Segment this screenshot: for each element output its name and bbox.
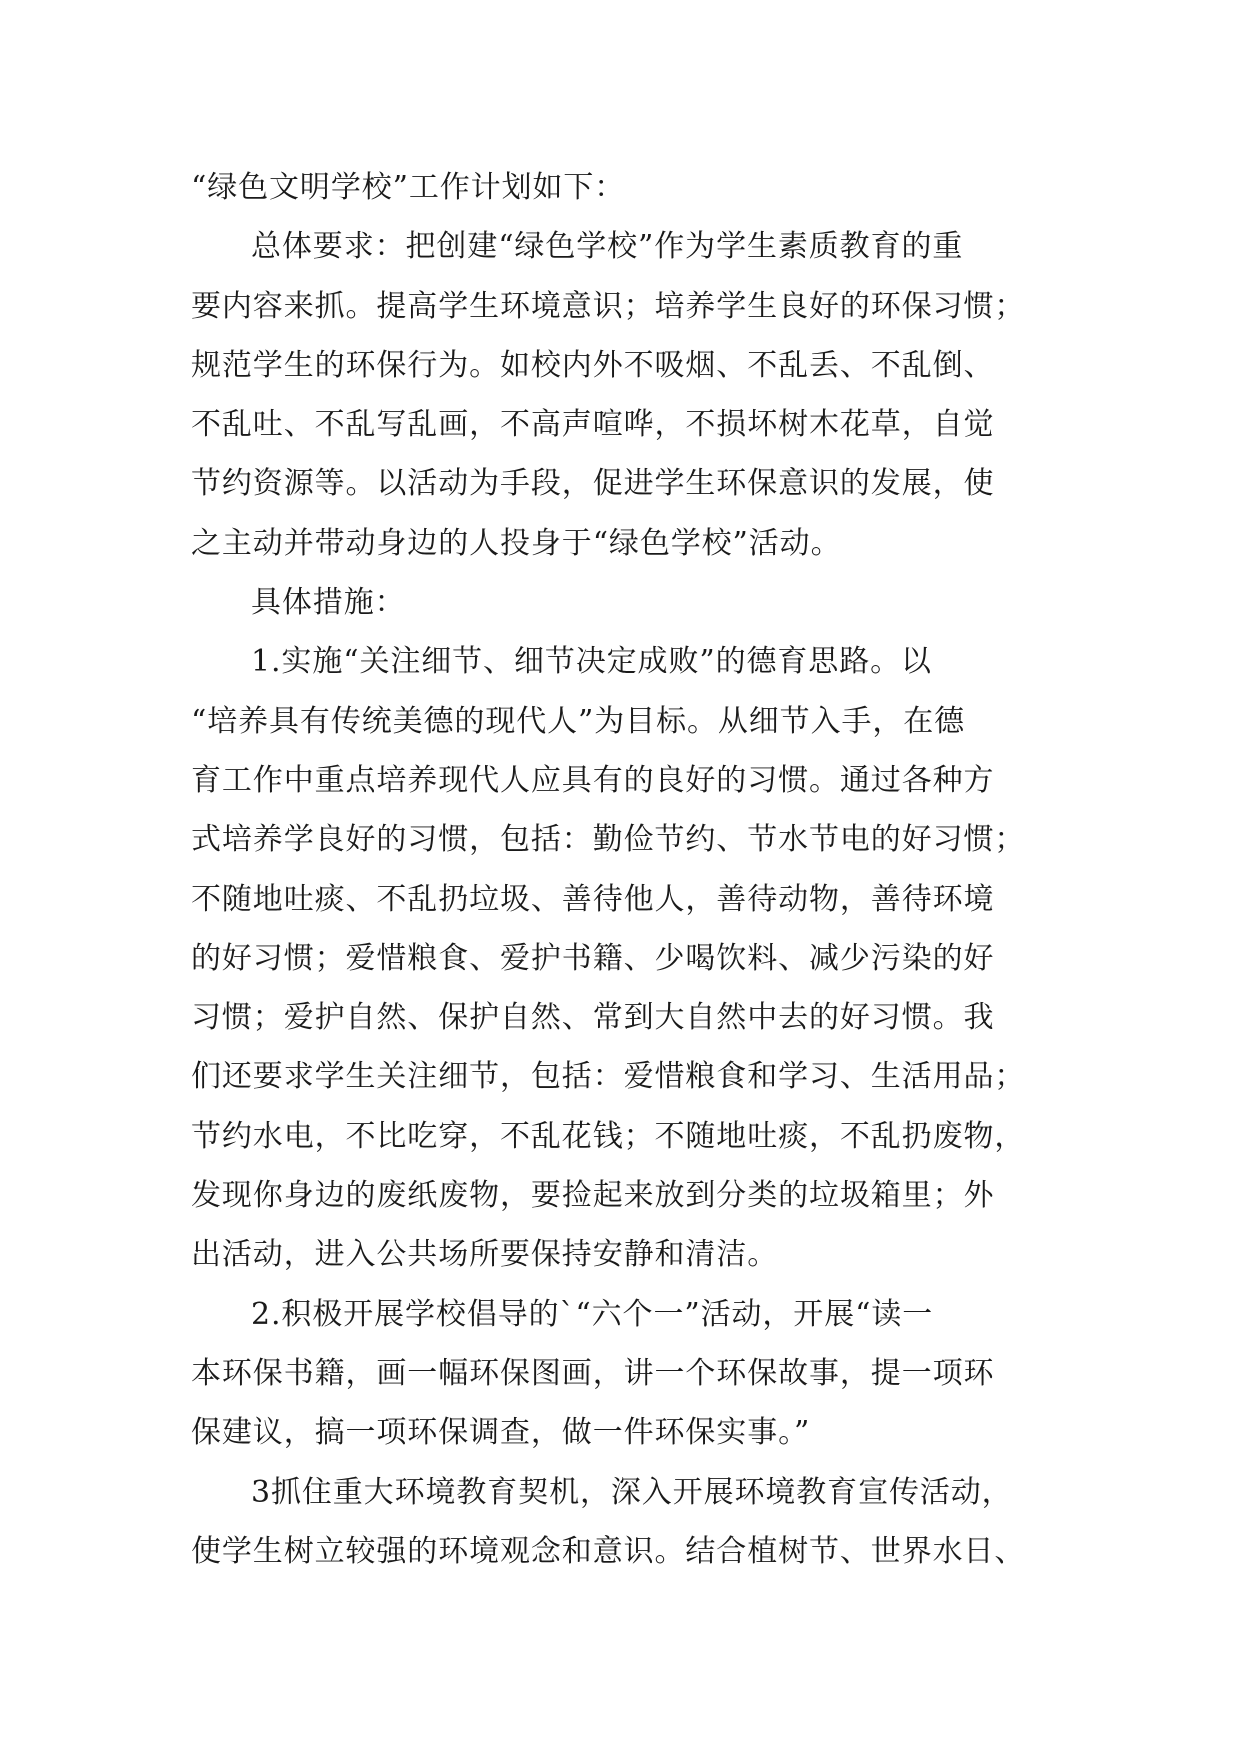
paragraph-line: “培养具有传统美德的现代人”为目标。从细节入手，在德 <box>191 703 966 739</box>
paragraph-line: 式培养学良好的习惯，包括：勤俭节约、节水节电的好习惯； <box>191 822 1026 858</box>
paragraph-line: 习惯；爱护自然、保护自然、常到大自然中去的好习惯。我 <box>191 1000 995 1036</box>
paragraph-line: 的好习惯；爱惜粮食、爱护书籍、少喝饮料、减少污染的好 <box>191 940 995 976</box>
paragraph-line: 使学生树立较强的环境观念和意识。结合植树节、世界水日、 <box>191 1533 1026 1569</box>
paragraph-line: 要内容来抓。提高学生环境意识；培养学生良好的环保习惯； <box>191 288 1026 324</box>
paragraph-line: “绿色文明学校”工作计划如下： <box>191 170 626 205</box>
paragraph-line: 出活动，进入公共场所要保持安静和清洁。 <box>191 1237 779 1273</box>
paragraph-line: 之主动并带动身边的人投身于“绿色学校”活动。 <box>191 525 842 561</box>
paragraph-line: 们还要求学生关注细节，包括：爱惜粮食和学习、生活用品； <box>191 1059 1026 1095</box>
paragraph-line: 发现你身边的废纸废物，要捡起来放到分类的垃圾箱里；外 <box>191 1178 995 1214</box>
paragraph-line: 本环保书籍，画一幅环保图画，讲一个环保故事，提一项环 <box>191 1355 995 1391</box>
paragraph-line: 节约资源等。以活动为手段，促进学生环保意识的发展，使 <box>191 466 995 502</box>
paragraph-line: 保建议，搞一项环保调查，做一件环保实事。” <box>191 1415 811 1451</box>
paragraph-line: 1.实施“关注细节、细节决定成败”的德育思路。以 <box>251 644 932 680</box>
document-body <box>191 158 1071 1581</box>
paragraph-line: 规范学生的环保行为。如校内外不吸烟、不乱丢、不乱倒、 <box>191 347 995 383</box>
paragraph-line: 3抓住重大环境教育契机，深入开展环境教育宣传活动， <box>251 1474 1013 1510</box>
paragraph-line: 2.积极开展学校倡导的`“六个一”活动，开展“读一 <box>251 1296 934 1332</box>
paragraph-line: 节约水电，不比吃穿，不乱花钱；不随地吐痰，不乱扔废物， <box>191 1118 1026 1154</box>
paragraph-line: 总体要求：把创建“绿色学校”作为学生素质教育的重 <box>251 229 964 265</box>
paragraph-line: 不随地吐痰、不乱扔垃圾、善待他人，善待动物，善待环境 <box>191 881 995 917</box>
paragraph-line: 不乱吐、不乱写乱画，不高声喧哗，不损坏树木花草，自觉 <box>191 407 995 443</box>
section-heading: 具体措施： <box>251 585 406 621</box>
paragraph-line: 育工作中重点培养现代人应具有的良好的习惯。通过各种方 <box>191 762 995 798</box>
